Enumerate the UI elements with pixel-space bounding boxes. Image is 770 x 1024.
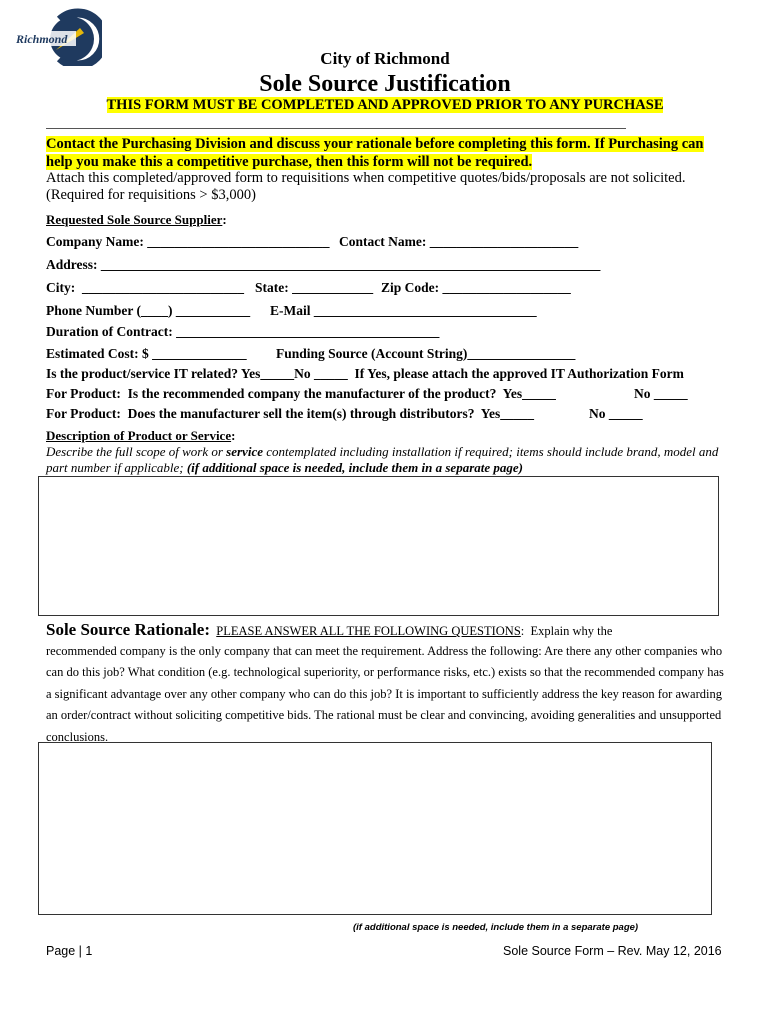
page-title: Sole Source Justification bbox=[259, 71, 511, 97]
state-field[interactable]: State: ____________ bbox=[255, 280, 374, 295]
supplier-heading: Requested Sole Source Supplier: bbox=[46, 212, 227, 227]
separate-page-note: (if additional space is needed, include them in a separate page) bbox=[353, 922, 639, 933]
zip-code-field[interactable]: Zip Code: ___________________ bbox=[381, 280, 571, 295]
distributors-question[interactable]: For Product: Does the manufacturer sell the item(s) through distributors? Yes_____ bbox=[46, 406, 534, 421]
address-field[interactable]: Address: __________________________________________________________________________ bbox=[46, 257, 601, 272]
form-revision: Sole Source Form – Rev. May 12, 2016 bbox=[503, 944, 722, 958]
contact-text: Contact the Purchasing Division and discuss your rationale before completing this form. If Purchasing can help you make this a competitive purchase, then this form will not be required. bbox=[46, 136, 704, 170]
description-heading: Description of Product or Service: bbox=[46, 428, 236, 443]
it-related-question[interactable]: Is the product/service IT related? Yes_____No _____ If Yes, please attach the approved IT Authorization Form bbox=[46, 366, 684, 381]
email-field[interactable]: E-Mail _________________________________ bbox=[270, 303, 537, 318]
description-hint: Describe the full scope of work or service contemplated including installation if required; items should include brand, model and part number if applicable; (if additional space is needed, include them in a separate page) bbox=[46, 444, 719, 475]
purchase-warning-banner bbox=[0, 97, 770, 114]
manufacturer-question[interactable]: For Product: Is the recommended company the manufacturer of the product? Yes_____ bbox=[46, 386, 556, 401]
estimated-cost-field[interactable]: Estimated Cost: $ ______________ bbox=[46, 346, 247, 361]
city-field[interactable]: City: ________________________ bbox=[46, 280, 244, 295]
duration-field[interactable]: Duration of Contract: _______________________________________ bbox=[46, 324, 440, 339]
page-number: Page | 1 bbox=[46, 944, 93, 958]
distributors-no-field[interactable]: No _____ bbox=[589, 406, 643, 421]
company-name-field[interactable]: Company Name: ___________________________ bbox=[46, 234, 330, 249]
divider-line bbox=[46, 128, 626, 129]
contact-name-field[interactable]: Contact Name: ______________________ bbox=[339, 234, 579, 249]
rationale-heading: Sole Source Rationale: PLEASE ANSWER ALL THE FOLLOWING QUESTIONS: Explain why the bbox=[46, 620, 613, 639]
manufacturer-no-field[interactable]: No _____ bbox=[634, 386, 688, 401]
description-textbox[interactable] bbox=[38, 476, 719, 616]
banner-text: THIS FORM MUST BE COMPLETED AND APPROVED PRIOR TO ANY PURCHASE bbox=[106, 97, 664, 113]
phone-number-field[interactable]: Phone Number (____) ___________ bbox=[46, 303, 251, 318]
funding-source-field[interactable]: Funding Source (Account String)________________ bbox=[276, 346, 576, 361]
rationale-instructions: recommended company is the only company that can meet the requirement. Address the following: Are there any other companies who can do this job? What condition (e.g. technological superiority, or performance risks, etc.) exists so that the recommended company has a significant advantage over any other company who can do this job? It is important to sufficiently address the key reason for awarding an order/contract without soliciting competitive bids. The rational must be clear and convincing, avoiding generalities and unsupported conclusions. bbox=[46, 644, 724, 744]
logo-text: Richmond bbox=[16, 32, 68, 46]
contact-purchasing-note bbox=[46, 135, 726, 171]
city-name: City of Richmond bbox=[320, 49, 450, 68]
attach-instructions: Attach this completed/approved form to requisitions when competitive quotes/bids/proposals are not solicited. (Required for requisitions > $3,000) bbox=[46, 170, 686, 203]
rationale-textbox[interactable] bbox=[38, 742, 712, 915]
